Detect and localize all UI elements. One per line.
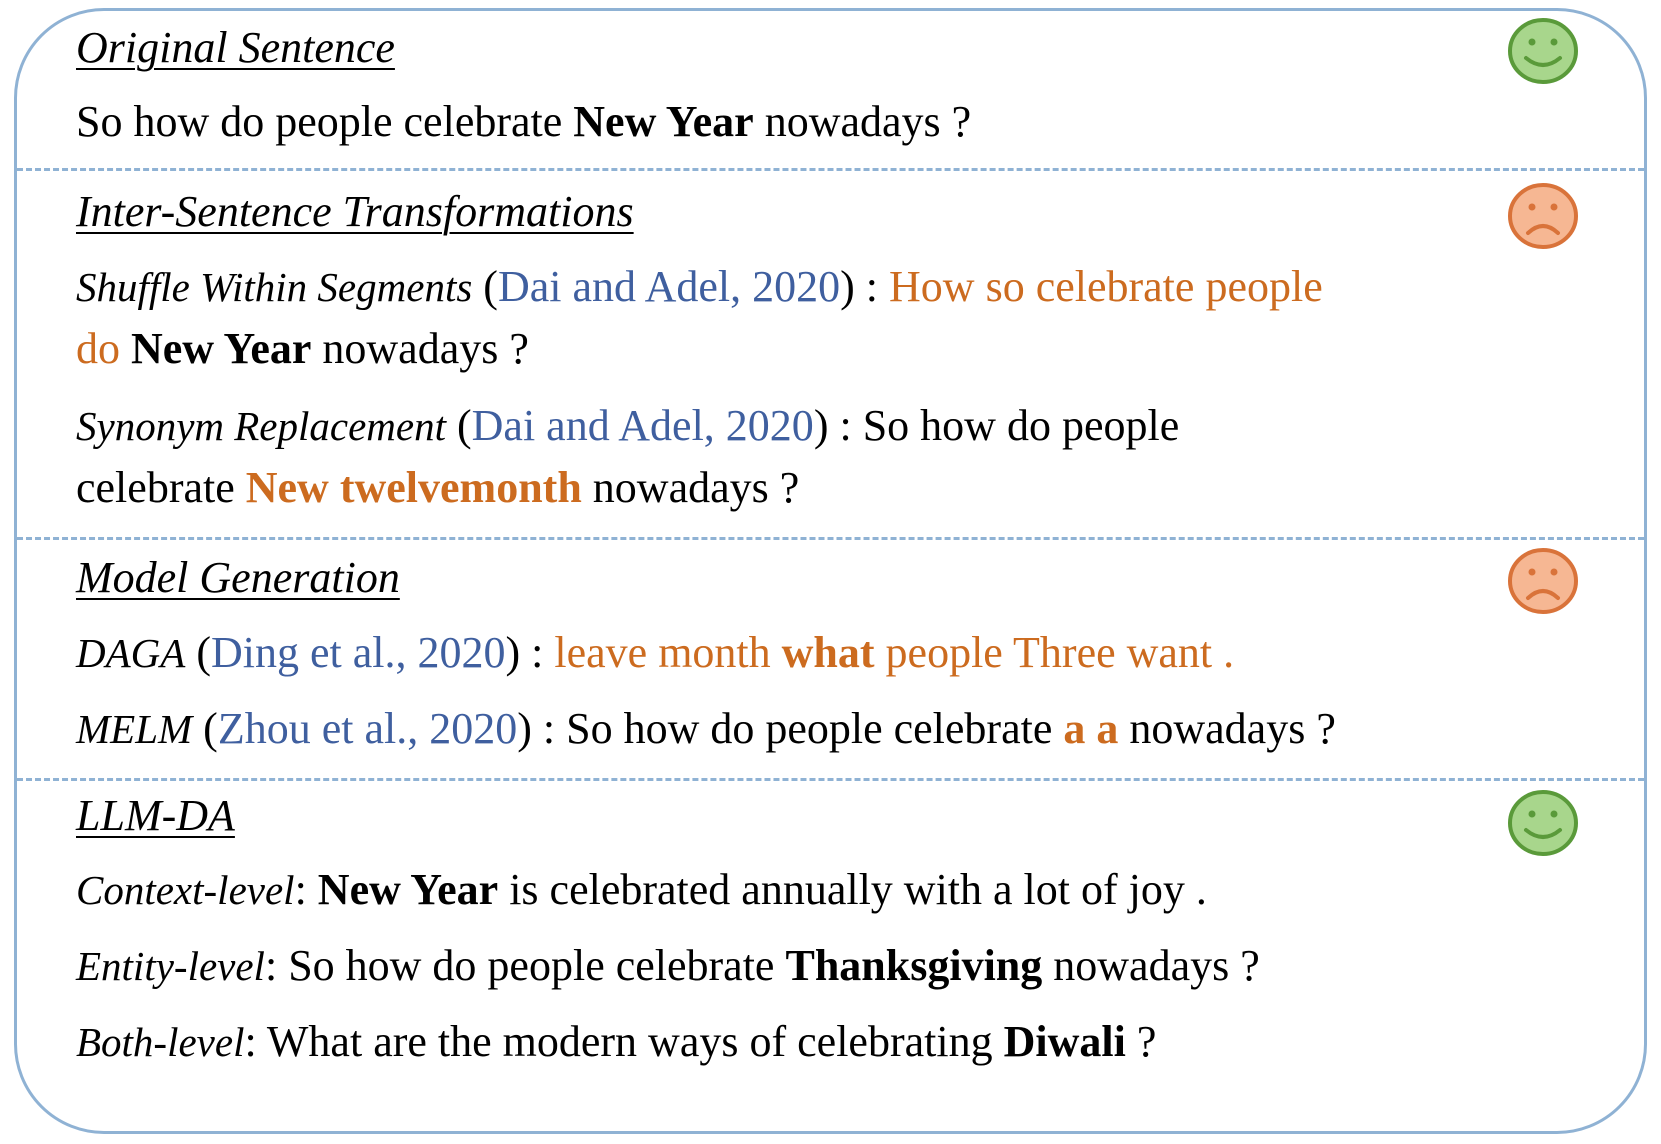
- smiley-icon: [1506, 16, 1580, 86]
- section-title-original: Original Sentence: [76, 23, 395, 72]
- section-divider: [17, 537, 1644, 540]
- citation-link[interactable]: Dai and Adel, 2020: [497, 262, 841, 311]
- section-title-inter-sentence: Inter-Sentence Transformations: [76, 187, 634, 236]
- entity-level-line: Entity-level: So how do people celebrate Thanksgiving nowadays ?: [76, 941, 1260, 990]
- synonym-replacement-line1: Synonym Replacement (Dai and Adel, 2020) : So how do people: [76, 401, 1180, 450]
- both-level-line: Both-level: What are the modern ways of celebrating Diwali ?: [76, 1017, 1157, 1066]
- frown-icon: [1506, 181, 1580, 251]
- citation-link[interactable]: Dai and Adel, 2020: [471, 401, 814, 450]
- context-level-line: Context-level: New Year is celebrated annually with a lot of joy .: [76, 865, 1207, 914]
- section-divider: [17, 778, 1644, 781]
- citation-link[interactable]: Ding et al., 2020: [210, 628, 506, 677]
- melm-line: MELM (Zhou et al., 2020) : So how do people celebrate a a nowadays ?: [76, 704, 1336, 753]
- section-title-model-generation: Model Generation: [76, 553, 400, 602]
- frown-icon: [1506, 546, 1580, 616]
- section-title-llm-da: LLM-DA: [76, 791, 235, 840]
- synonym-replacement-line2: celebrate New twelvemonth nowadays ?: [76, 463, 800, 512]
- citation-link[interactable]: Zhou et al., 2020: [217, 704, 518, 753]
- daga-line: DAGA (Ding et al., 2020) : leave month what people Three want .: [76, 628, 1235, 677]
- section-divider: [17, 168, 1644, 171]
- shuffle-within-segments-line2: do New Year nowadays ?: [76, 324, 529, 373]
- smiley-icon: [1506, 788, 1580, 858]
- original-sentence: So how do people celebrate New Year nowadays ?: [76, 97, 972, 146]
- shuffle-within-segments-line1: Shuffle Within Segments (Dai and Adel, 2020) : How so celebrate people: [76, 262, 1323, 311]
